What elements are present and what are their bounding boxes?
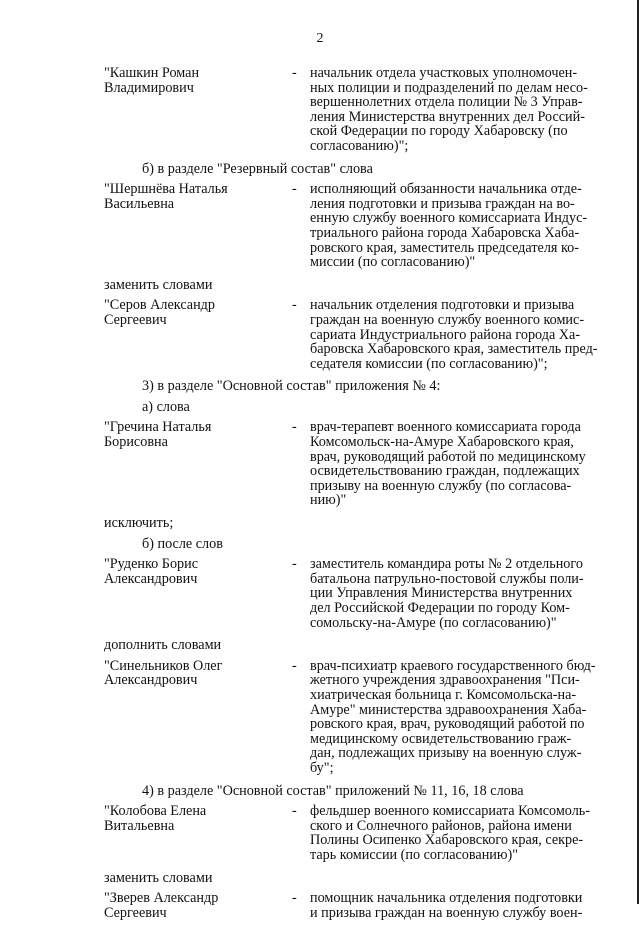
member-position xyxy=(310,420,610,508)
member-name xyxy=(104,182,292,270)
position-line: ровского края, врач, руководящий работой по xyxy=(310,716,585,733)
position-line: дел Российской Федерации по городу Ком- xyxy=(310,600,570,616)
position-line: заместитель командира роты № 2 отдельного xyxy=(310,556,583,573)
position-line: начальник отделения подготовки и призыва xyxy=(310,297,575,314)
position-line: Полины Осипенко Хабаровского края, секре- xyxy=(310,832,584,849)
position-line: вершеннолетних отдела полиции № 3 Управ- xyxy=(310,94,583,111)
member-entry xyxy=(104,557,610,630)
member-entry xyxy=(104,804,610,862)
paragraph: дополнить словами xyxy=(104,637,222,654)
position-line: миссии (по согласованию)" xyxy=(310,254,476,271)
position-line: жетного учреждения здравоохранения "Пси- xyxy=(310,672,580,689)
position-line: освидетельствованию граждан, подлежащих xyxy=(310,463,580,480)
position-line: ции Управления Министерства внутренних xyxy=(310,585,573,602)
position-line: нию)" xyxy=(310,492,347,509)
member-position xyxy=(310,298,610,371)
position-line: ления подготовки и призыва граждан на во- xyxy=(310,195,575,212)
scan-edge-line xyxy=(637,0,639,904)
member-position xyxy=(310,182,610,270)
position-line: хиатрическая больница г. Комсомольска-на- xyxy=(310,686,577,703)
position-line: врач-психиатр краевого государственного бюд- xyxy=(310,657,596,674)
member-position xyxy=(310,804,610,862)
member-entry xyxy=(104,182,610,270)
member-name-line: Владимирович xyxy=(104,79,194,96)
position-line: баровска Хабаровского края, заместитель пред- xyxy=(310,341,598,358)
position-line: дан, подлежащих призыву на военную служ- xyxy=(310,745,582,762)
position-line: батальона патрульно-постовой службы поли- xyxy=(310,570,584,587)
position-line: ской Федерации по городу Хабаровску (по xyxy=(310,123,568,140)
position-line: врач, руководящий работой по медицинскому xyxy=(310,448,586,465)
position-line: помощник начальника отделения подготовки xyxy=(310,890,583,907)
member-position xyxy=(310,891,610,920)
position-line: сомольску-на-Амуре (по согласованию)" xyxy=(310,614,557,631)
paragraph: а) слова xyxy=(142,398,190,415)
member-name-line: Александрович xyxy=(104,672,198,689)
member-name xyxy=(104,66,292,154)
position-line: и призыва граждан на военную службу воен- xyxy=(310,904,583,921)
member-name-line: Александрович xyxy=(104,570,198,587)
member-name-line: "Зверев Александр xyxy=(104,890,219,907)
position-line: начальник отдела участковых уполномочен- xyxy=(310,65,578,81)
member-name xyxy=(104,659,292,776)
position-line: фельдшер военного комиссариата Комсомоль- xyxy=(310,803,590,820)
member-name-line: "Кашкин Роман xyxy=(104,65,200,81)
position-line: триального района города Хабаровска Хаба- xyxy=(310,224,580,241)
member-entry xyxy=(104,66,610,154)
position-line: Амуре" министерства здравоохранения Хаба- xyxy=(310,701,587,718)
position-line: согласованию)"; xyxy=(310,137,409,154)
member-name-line: "Гречина Наталья xyxy=(104,419,212,436)
member-name-line: "Серов Александр xyxy=(104,297,215,314)
dash-separator: - xyxy=(292,803,297,820)
dash-separator: - xyxy=(292,297,297,314)
position-line: седателя комиссии (по согласованию)"; xyxy=(310,355,548,372)
dash-separator: - xyxy=(292,890,297,907)
member-name-line: "Шершнёва Наталья xyxy=(104,181,228,198)
position-line: Комсомольск-на-Амуре Хабаровского края, xyxy=(310,434,574,451)
member-entry xyxy=(104,298,610,371)
paragraph: заменить словами xyxy=(104,869,213,886)
position-line: тарь комиссии (по согласованию)" xyxy=(310,846,518,863)
position-line: граждан на военную службу военного комис- xyxy=(310,311,585,328)
member-position xyxy=(310,66,610,154)
member-name-line: "Руденко Борис xyxy=(104,556,199,573)
position-line: ления Министерства внутренних дел Россий- xyxy=(310,108,585,125)
member-position xyxy=(310,659,610,776)
member-name-line: Васильевна xyxy=(104,195,175,212)
dash-separator: - xyxy=(292,181,297,198)
member-name xyxy=(104,298,292,371)
paragraph: 3) в разделе "Основной состав" приложения № 4: xyxy=(142,378,441,395)
position-line: ных полиции и подразделений по делам несо- xyxy=(310,79,588,96)
paragraph: исключить; xyxy=(104,515,174,532)
member-name-line: "Колобова Елена xyxy=(104,803,207,820)
dash-separator: - xyxy=(292,556,297,573)
position-line: ского и Солнечного районов, района имени xyxy=(310,817,572,834)
dash-separator: - xyxy=(292,65,297,81)
member-name-line: Сергеевич xyxy=(104,311,167,328)
member-name-line: Витальевна xyxy=(104,817,175,834)
member-name xyxy=(104,557,292,630)
member-entry xyxy=(104,891,610,920)
page-number: 2 xyxy=(316,31,324,46)
member-name xyxy=(104,891,292,920)
position-line: ровского края, заместитель председателя ко- xyxy=(310,239,579,256)
paragraph: 4) в разделе "Основной состав" приложений № 11, 16, 18 слова xyxy=(142,782,524,799)
position-line: исполняющий обязанности начальника отде- xyxy=(310,181,582,198)
member-name-line: "Синельников Олег xyxy=(104,657,223,674)
member-name-line: Сергеевич xyxy=(104,904,167,921)
position-line: врач-терапевт военного комиссариата города xyxy=(310,419,581,436)
dash-separator: - xyxy=(292,419,297,436)
member-name xyxy=(104,804,292,862)
member-entry xyxy=(104,659,610,776)
member-position xyxy=(310,557,610,630)
document-body xyxy=(104,66,610,928)
dash-separator: - xyxy=(292,657,297,674)
member-entry xyxy=(104,420,610,508)
position-line: призыву на военную службу (по согласова- xyxy=(310,477,572,494)
position-line: енную службу военного комиссариата Индус- xyxy=(310,210,588,227)
position-line: сариата Индустриального района города Ха- xyxy=(310,326,581,343)
member-name-line: Борисовна xyxy=(104,434,168,451)
paragraph: б) после слов xyxy=(142,535,223,552)
paragraph: заменить словами xyxy=(104,276,213,293)
member-name xyxy=(104,420,292,508)
paragraph: б) в разделе "Резервный состав" слова xyxy=(142,160,373,177)
position-line: бу"; xyxy=(310,759,334,776)
position-line: медицинскому освидетельствованию граж- xyxy=(310,730,572,747)
